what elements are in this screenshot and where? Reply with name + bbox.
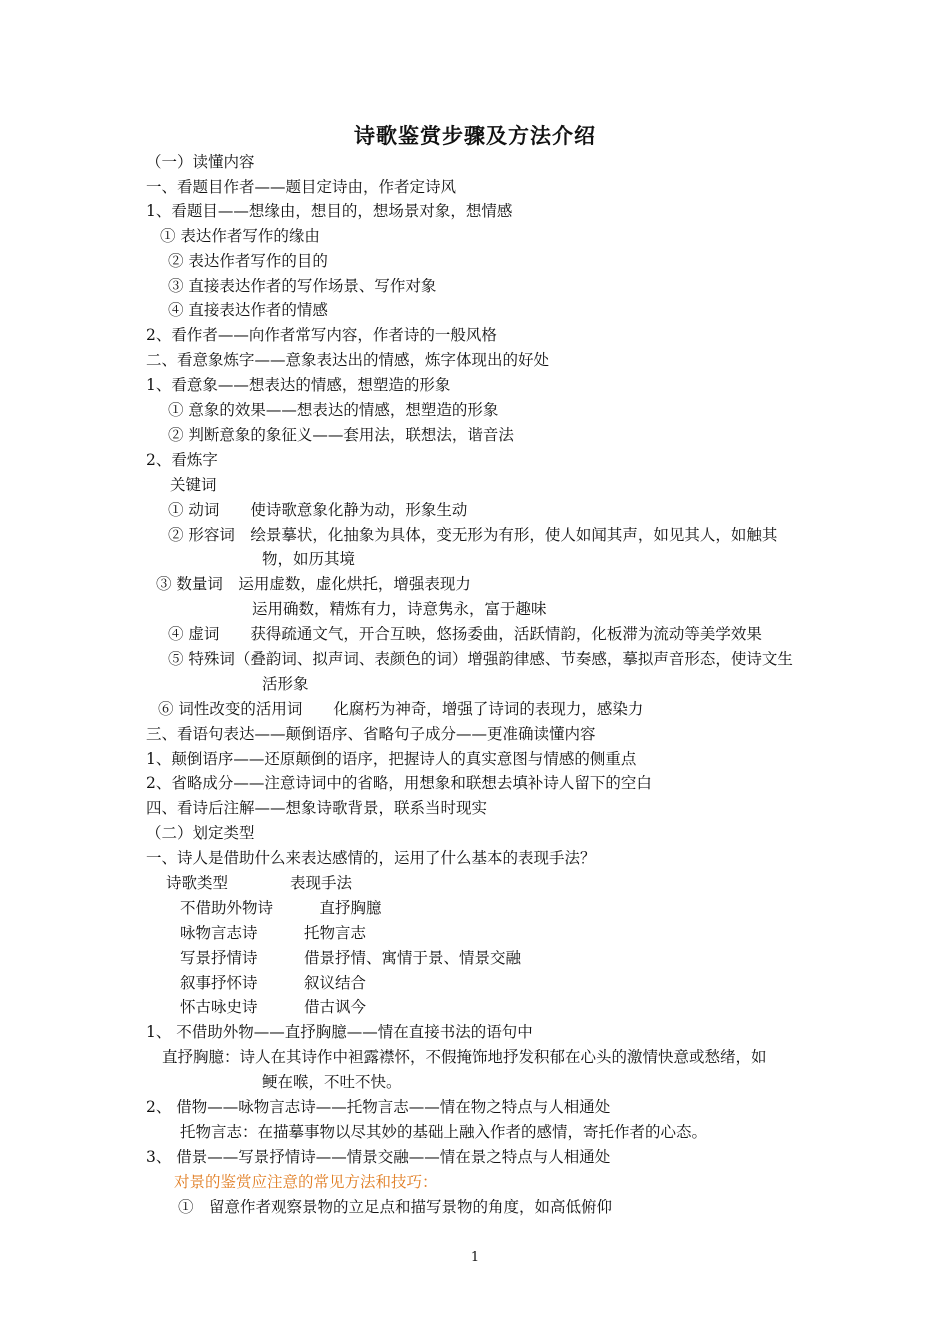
text-line: 1、颠倒语序——还原颠倒的语序，把握诗人的真实意图与情感的侧重点 xyxy=(146,750,637,768)
highlighted-heading: 对景的鉴赏应注意的常见方法和技巧： xyxy=(174,1173,438,1191)
definition: 托物言志：在描摹事物以尽其妙的基础上融入作者的感情，寄托作者的心态。 xyxy=(180,1123,708,1141)
definition: 直抒胸臆：诗人在其诗作中袒露襟怀，不假掩饰地抒发积郁在心头的激情快意或愁绪，如 xyxy=(162,1048,767,1066)
text-line: 2、 借物——咏物言志诗——托物言志——情在物之特点与人相通处 xyxy=(146,1098,611,1116)
list-item: ② 表达作者写作的目的 xyxy=(168,252,328,270)
section-heading: （二）划定类型 xyxy=(146,824,255,842)
list-item: ② 形容词 绘景摹状，化抽象为具体，变无形为有形，使人如闻其声，如见其人，如触其 xyxy=(168,526,778,544)
text-line: 1、看题目——想缘由，想目的，想场景对象，想情感 xyxy=(146,202,513,220)
list-item: ① 动词 使诗歌意象化静为动，形象生动 xyxy=(168,501,468,519)
text-line: 3、 借景——写景抒情诗——情景交融——情在景之特点与人相通处 xyxy=(146,1148,611,1166)
text-line: 一、看题目作者——题目定诗由，作者定诗风 xyxy=(146,178,457,196)
table-row: 写景抒情诗 借景抒情、寓情于景、情景交融 xyxy=(180,949,522,967)
text-line: 四、看诗后注解——想象诗歌背景，联系当时现实 xyxy=(146,799,488,817)
table-row: 怀古咏史诗 借古讽今 xyxy=(180,998,367,1016)
list-item-continuation: 物，如历其境 xyxy=(262,550,356,568)
page-number: 1 xyxy=(470,1250,480,1265)
list-item: ① 意象的效果——想表达的情感，想塑造的形象 xyxy=(168,401,499,419)
table-row: 不借助外物诗 直抒胸臆 xyxy=(180,899,382,917)
text-line: 三、看语句表达——颠倒语序、省略句子成分——更准确读懂内容 xyxy=(146,725,596,743)
text-line: 关键词 xyxy=(170,476,217,494)
text-line: 一、诗人是借助什么来表达感情的，运用了什么基本的表现手法？ xyxy=(146,849,596,867)
text-line: 1、看意象——想表达的情感，想塑造的形象 xyxy=(146,376,451,394)
definition-continuation: 鲠在喉，不吐不快。 xyxy=(262,1073,402,1091)
text-line: 2、看作者——向作者常写内容，作者诗的一般风格 xyxy=(146,326,497,344)
list-item-continuation: 运用确数，精炼有力，诗意隽永，富于趣味 xyxy=(252,600,547,618)
table-row: 咏物言志诗 托物言志 xyxy=(180,924,367,942)
list-item: ② 判断意象的象征义——套用法，联想法，谐音法 xyxy=(168,426,514,444)
list-item: ⑤ 特殊词（叠韵词、拟声词、表颜色的词）增强韵律感、节奏感，摹拟声音形态，使诗文生 xyxy=(168,650,793,668)
text-line: 2、看炼字 xyxy=(146,451,218,469)
table-row: 叙事抒怀诗 叙议结合 xyxy=(180,974,367,992)
text-line: 二、看意象炼字——意象表达出的情感，炼字体现出的好处 xyxy=(146,351,550,369)
table-header: 诗歌类型 表现手法 xyxy=(166,874,353,892)
list-item: ④ 虚词 获得疏通文气，开合互映，悠扬委曲，活跃情韵，化板滞为流动等美学效果 xyxy=(168,625,762,643)
list-item: ⑥ 词性改变的活用词 化腐朽为神奇，增强了诗词的表现力，感染力 xyxy=(158,700,644,718)
list-item-continuation: 活形象 xyxy=(262,675,309,693)
list-item: ① 留意作者观察景物的立足点和描写景物的角度，如高低俯仰 xyxy=(178,1198,613,1216)
text-line: 1、 不借助外物——直抒胸臆——情在直接书法的语句中 xyxy=(146,1023,533,1041)
page-title: 诗歌鉴赏步骤及方法介绍 xyxy=(354,123,596,148)
list-item: ④ 直接表达作者的情感 xyxy=(168,301,328,319)
list-item: ③ 直接表达作者的写作场景、写作对象 xyxy=(168,277,437,295)
list-item: ③ 数量词 运用虚数，虚化烘托，增强表现力 xyxy=(156,575,471,593)
section-heading: （一）读懂内容 xyxy=(146,153,255,171)
text-line: 2、省略成分——注意诗词中的省略，用想象和联想去填补诗人留下的空白 xyxy=(146,774,652,792)
list-item: ① 表达作者写作的缘由 xyxy=(160,227,320,245)
